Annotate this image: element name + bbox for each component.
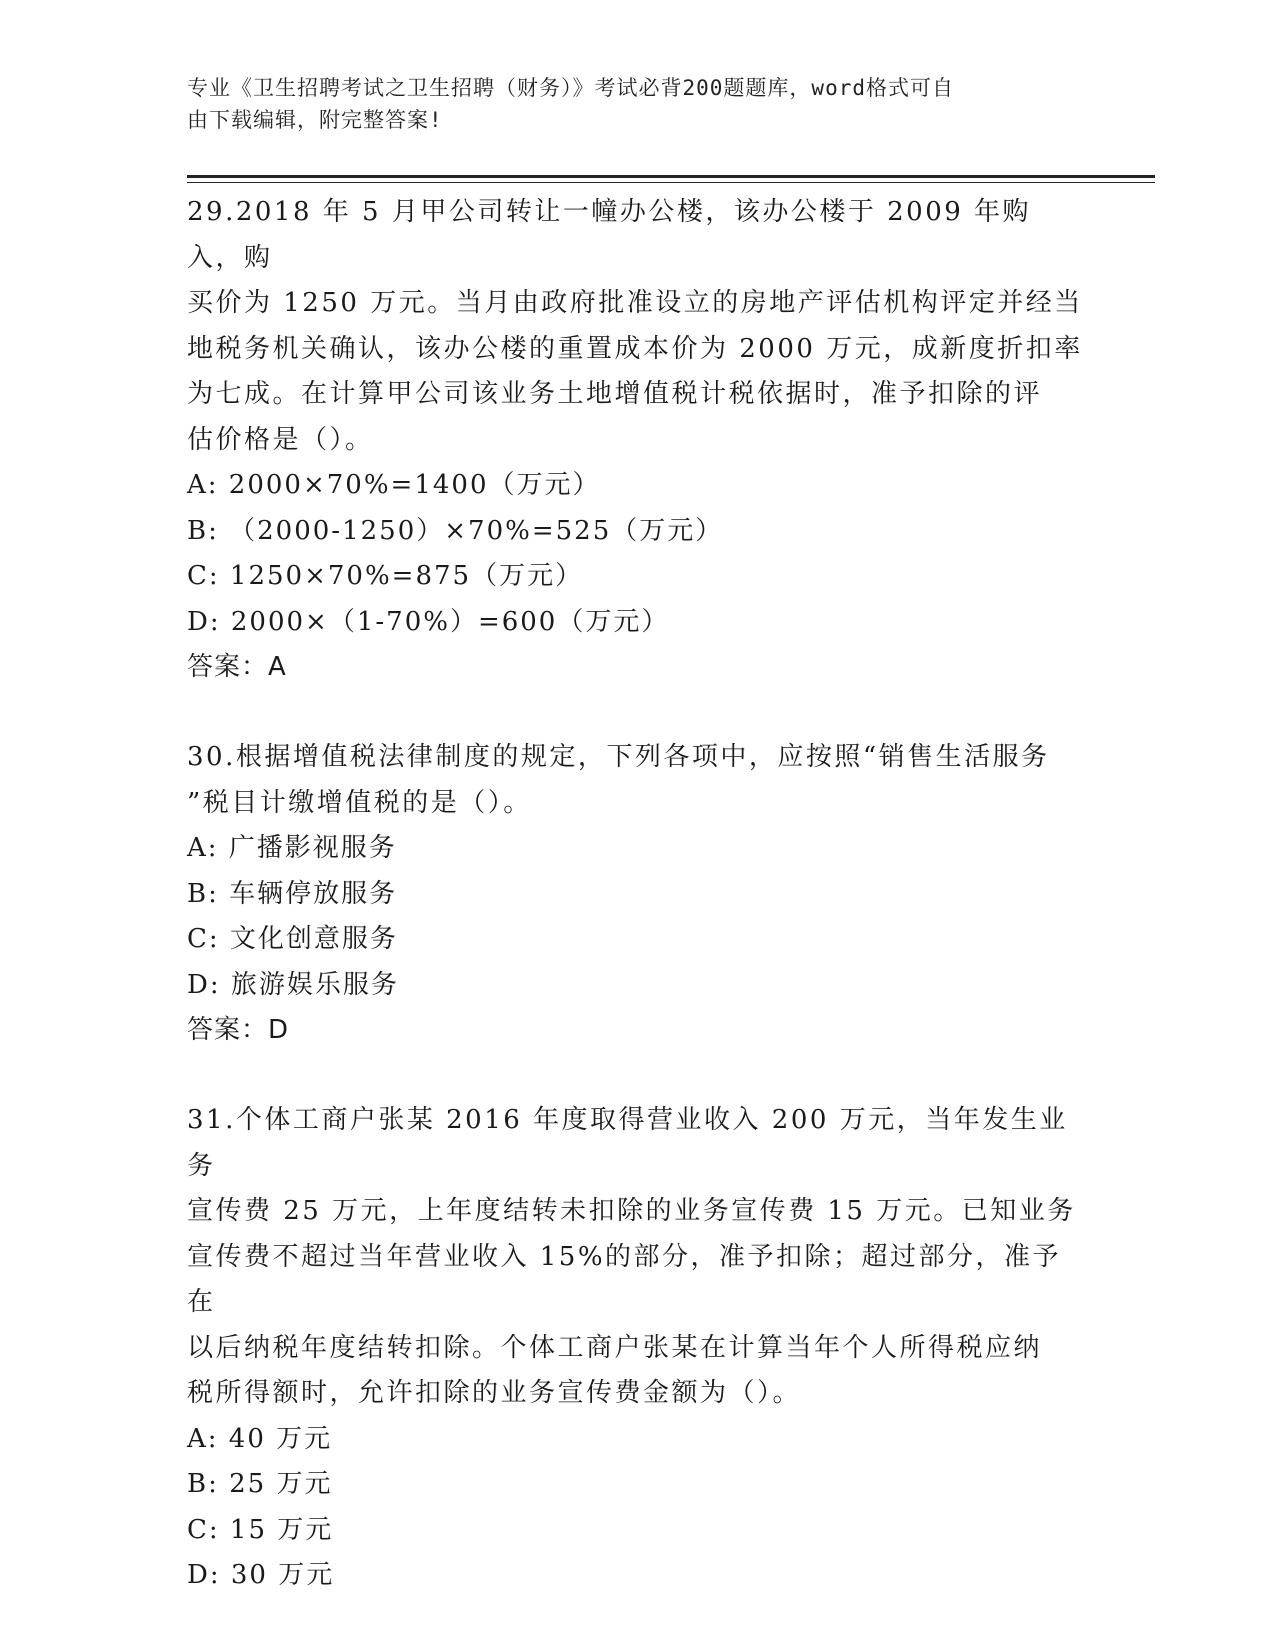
question-31-stem-line-2: 宣传费 25 万元，上年度结转未扣除的业务宣传费 15 万元。已知业务: [187, 1196, 1076, 1226]
question-29: [187, 190, 1087, 690]
question-31: [187, 1098, 1087, 1599]
question-29-stem-line-5: 估价格是（）。: [187, 424, 374, 455]
question-spacer: [187, 690, 1087, 735]
question-31-stem-line-4: 以后纳税年度结转扣除。个体工商户张某在计算当年个人所得税应纳: [187, 1332, 1043, 1363]
question-29-stem-line-3: 地税务机关确认，该办公楼的重置成本价为 2000 万元，成新度折扣率: [187, 333, 1083, 364]
question-30: [187, 735, 1087, 1053]
question-30-option-c: C: 文化创意服务: [187, 924, 398, 954]
question-30-option-d: D: 旅游娱乐服务: [187, 969, 399, 1000]
question-31-option-b: B: 25 万元: [187, 1469, 333, 1499]
question-29-stem-line-4: 为七成。在计算甲公司该业务土地增值税计税依据时，准予扣除的评: [187, 379, 1043, 409]
page-header: [187, 72, 1067, 136]
question-31-option-d: D: 30 万元: [187, 1560, 335, 1590]
question-29-option-a: A: 2000×70%=1400（万元）: [187, 470, 601, 500]
question-30-option-a: A: 广播影视服务: [187, 833, 397, 863]
question-29-option-b: B: （2000-1250）×70%=525（万元）: [187, 515, 724, 546]
question-29-stem-line-1: 29.2018 年 5 月甲公司转让一幢办公楼，该办公楼于 2009 年购入，购: [187, 197, 1032, 273]
header-rule-thin: [187, 182, 1155, 183]
question-31-option-a: A: 40 万元: [187, 1423, 333, 1454]
question-31-stem-line-3: 宣传费不超过当年营业收入 15%的部分，准予扣除；超过部分，准予在: [187, 1241, 1062, 1317]
question-31-stem-line-1: 31.个体工商户张某 2016 年度取得营业收入 200 万元，当年发生业务: [187, 1105, 1068, 1181]
question-29-option-d: D: 2000×（1-70%）=600（万元）: [187, 606, 670, 637]
question-29-stem-line-2: 买价为 1250 万元。当月由政府批准设立的房地产评估机构评定并经当: [187, 288, 1083, 318]
header-line-1: 专业《卫生招聘考试之卫生招聘（财务）》考试必背200题题库，word格式可自: [187, 76, 954, 100]
question-30-option-b: B: 车辆停放服务: [187, 878, 398, 909]
question-30-answer: 答案：D: [187, 1015, 290, 1045]
question-29-option-c: C: 1250×70%=875（万元）: [187, 561, 584, 591]
question-30-stem-line-1: 30.根据增值税法律制度的规定，下列各项中，应按照“销售生活服务: [187, 742, 1050, 772]
question-spacer: [187, 1053, 1087, 1098]
question-list: [187, 190, 1087, 1599]
question-29-answer: 答案：A: [187, 652, 287, 682]
question-31-stem-line-5: 税所得额时，允许扣除的业务宣传费金额为（）。: [187, 1378, 802, 1408]
question-30-stem-line-2: ”税目计缴增值税的是（）。: [187, 787, 532, 818]
question-31-option-c: C: 15 万元: [187, 1514, 334, 1545]
header-rule-thick: [187, 175, 1155, 178]
header-line-2: 由下载编辑，附完整答案!: [187, 108, 443, 132]
